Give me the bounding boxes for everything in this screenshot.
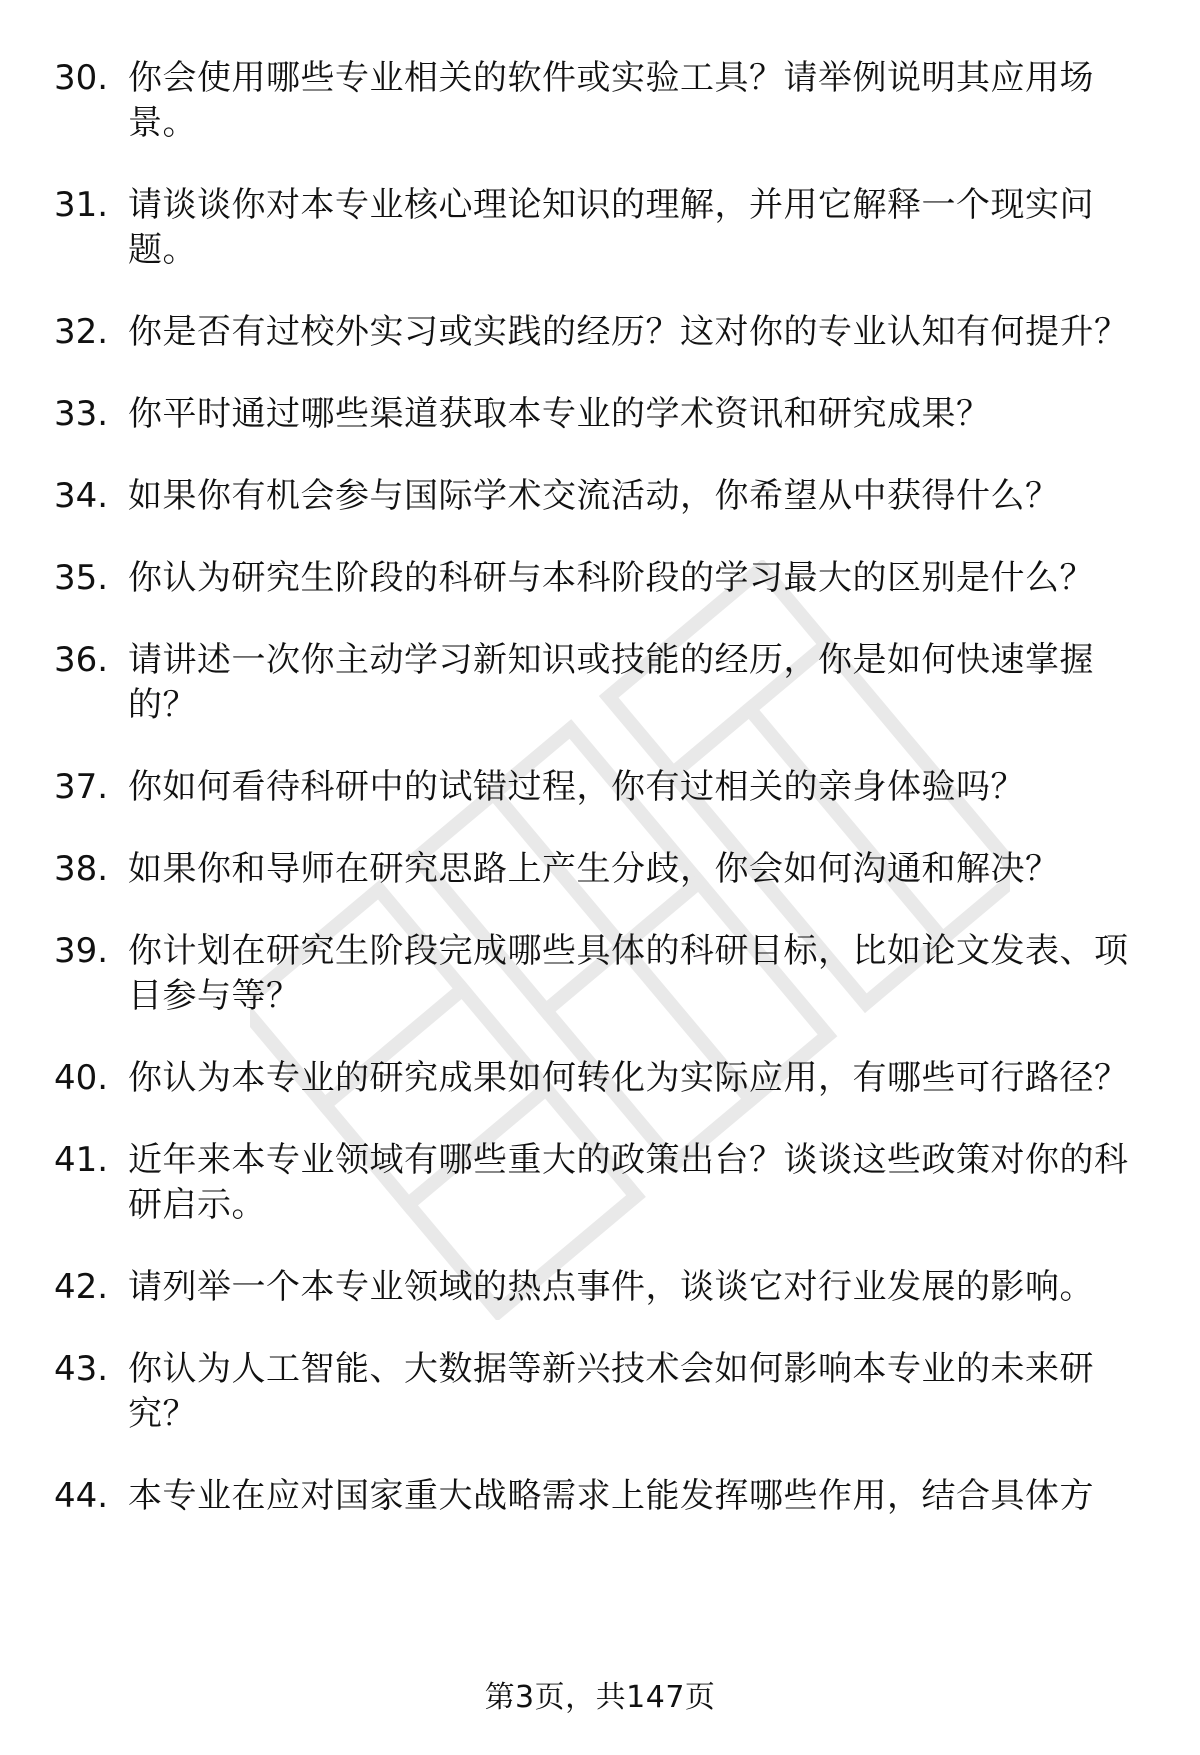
question-text: 你平时通过哪些渠道获取本专业的学术资讯和研究成果？ xyxy=(128,394,991,434)
question-item xyxy=(0,183,1200,273)
question-number: 41. xyxy=(54,1140,109,1180)
question-item xyxy=(0,1347,1200,1437)
question-number: 30. xyxy=(54,58,109,98)
question-text: 你会使用哪些专业相关的软件或实验工具？请举例说明其应用场景。 xyxy=(128,58,1094,143)
question-number: 43. xyxy=(54,1349,109,1389)
question-number: 33. xyxy=(54,394,109,434)
question-number: 31. xyxy=(54,185,109,225)
question-number: 39. xyxy=(54,931,109,971)
question-text: 请列举一个本专业领域的热点事件，谈谈它对行业发展的影响。 xyxy=(128,1267,1094,1307)
question-text: 你认为本专业的研究成果如何转化为实际应用，有哪些可行路径？ xyxy=(128,1058,1129,1098)
question-item xyxy=(0,1056,1200,1101)
question-item xyxy=(0,638,1200,728)
question-number: 37. xyxy=(54,767,109,807)
question-number: 35. xyxy=(54,558,109,598)
question-number: 32. xyxy=(54,312,109,352)
question-number: 36. xyxy=(54,640,109,680)
question-number: 38. xyxy=(54,849,109,889)
question-text: 近年来本专业领域有哪些重大的政策出台？谈谈这些政策对你的科研启示。 xyxy=(128,1140,1129,1225)
question-text: 请讲述一次你主动学习新知识或技能的经历，你是如何快速掌握的？ xyxy=(128,640,1094,725)
question-text: 你认为研究生阶段的科研与本科阶段的学习最大的区别是什么？ xyxy=(128,558,1094,598)
question-number: 44. xyxy=(54,1476,109,1516)
question-item xyxy=(0,929,1200,1019)
question-text: 你如何看待科研中的试错过程，你有过相关的亲身体验吗？ xyxy=(128,767,1025,807)
question-number: 34. xyxy=(54,476,109,516)
question-item xyxy=(0,56,1200,146)
question-item xyxy=(0,392,1200,437)
question-item xyxy=(0,1138,1200,1228)
question-item xyxy=(0,556,1200,601)
question-number: 40. xyxy=(54,1058,109,1098)
question-text: 如果你有机会参与国际学术交流活动，你希望从中获得什么？ xyxy=(128,476,1060,516)
question-item xyxy=(0,765,1200,810)
question-text: 你认为人工智能、大数据等新兴技术会如何影响本专业的未来研究？ xyxy=(128,1349,1094,1434)
question-item xyxy=(0,1474,1200,1519)
question-text: 你是否有过校外实习或实践的经历？这对你的专业认知有何提升？ xyxy=(128,312,1129,352)
question-text: 请谈谈你对本专业核心理论知识的理解，并用它解释一个现实问题。 xyxy=(128,185,1094,270)
question-list xyxy=(0,56,1200,1556)
question-number: 42. xyxy=(54,1267,109,1307)
question-text: 本专业在应对国家重大战略需求上能发挥哪些作用，结合具体方 xyxy=(128,1476,1094,1516)
question-item xyxy=(0,310,1200,355)
question-item xyxy=(0,847,1200,892)
question-item xyxy=(0,1265,1200,1310)
page-footer: 第3页，共147页 xyxy=(484,1680,716,1715)
question-text: 你计划在研究生阶段完成哪些具体的科研目标，比如论文发表、项目参与等？ xyxy=(128,931,1129,1016)
question-text: 如果你和导师在研究思路上产生分歧，你会如何沟通和解决？ xyxy=(128,849,1060,889)
question-item xyxy=(0,474,1200,519)
